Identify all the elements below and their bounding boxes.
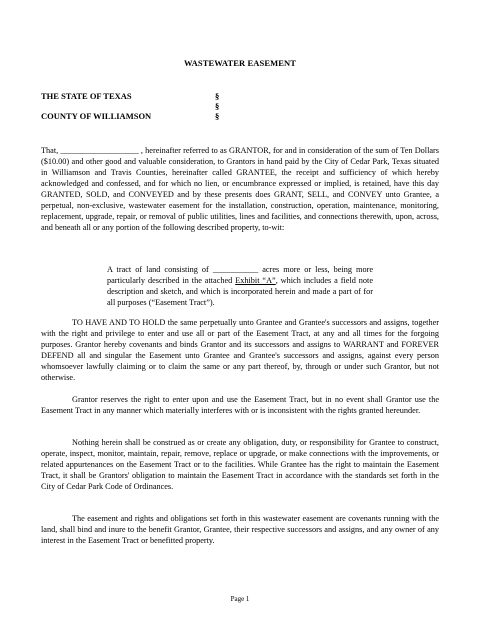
section-symbol-2: § [215,101,220,111]
property-description-text-end: , which includes a field note description and sketch, and which is incorporated herein and made a part of for all purposes (“Easement Tract”). [107,276,373,307]
reservation-paragraph: Grantor reserves the right to enter upon and use the Easement Tract, but in no event shall Grantor use the Easement Tract in any manner which materially interferes with or is inconsistent with the rights granted hereunder. [41,395,439,415]
state-caption: THE STATE OF TEXAS [41,91,132,101]
section-symbol-3: § [215,111,220,121]
page-number: Page 1 [230,595,250,603]
grant-paragraph: That, ___________________ , hereinafter referred to as GRANTOR, for and in consideration of the sum of Ten Dollars ($10.00) and other good and valuable consideration, to Grantors in hand paid by the City of Cedar Park, Texas situated in Williamson and Travis Counties, hereinafter called GRANTEE, the receipt and sufficiency of which hereby acknowledged and confessed, and for which no lien, or encumbrance expressed or implied, is retained, have this day GRANTED, SOLD, and CONVEYED and by these presents does GRANT, SELL, and CONVEY unto Grantee, a perpetual, non-exclusive, wastewater easement for the installation, construction, operation, maintenance, monitoring, replacement, upgrade, repair, or removal of public utilities, lines and facilities, and connections therewith, upon, across, and beneath all or any portion of the following described property, to-wit: [41,146,439,232]
county-caption: COUNTY OF WILLIAMSON [41,111,152,121]
property-description-text: A tract of land consisting of ___________ acres more or less, being more particularly described in the attached [107,265,373,285]
property-description-block [107,264,373,308]
document-title: WASTEWATER EASEMENT [183,58,297,68]
habendum-paragraph: TO HAVE AND TO HOLD the same perpetually unto Grantee and Grantee's successors and assigns, together with the right and privilege to enter and use all or part of the Easement Tract, at any and all times for the forgoing purposes. Grantor hereby covenants and binds Grantor and its successors and assigns to WARRANT and FOREVER DEFEND all and singular the Easement unto Grantee and Grantee's successors and assigns, against every person whomsoever lawfully claiming or to claim the same or any part thereof, by, through or under such Grantor, but not otherwise. [41,318,439,382]
no-obligation-paragraph: Nothing herein shall be construed as or create any obligation, duty, or responsibility for Grantee to construct, operate, inspect, monitor, maintain, repair, remove, replace or upgrade, or make connections with the improvements, or related appurtenances on the Easement Tract or to the facilities. While Grantee has the right to maintain the Easement Tract, it shall be Grantors' obligation to maintain the Easement Tract in accordance with the standards set forth in the City of Cedar Park Code of Ordinances. [41,438,439,491]
section-symbol-1: § [215,91,220,101]
covenants-paragraph: The easement and rights and obligations set forth in this wastewater easement are covenants running with the land, shall bind and inure to the benefit Grantor, Grantee, their respective successors and assigns, and any owner of any interest in the Easement Tract or benefitted property. [41,514,439,545]
exhibit-a-reference: Exhibit “A” [235,276,276,285]
